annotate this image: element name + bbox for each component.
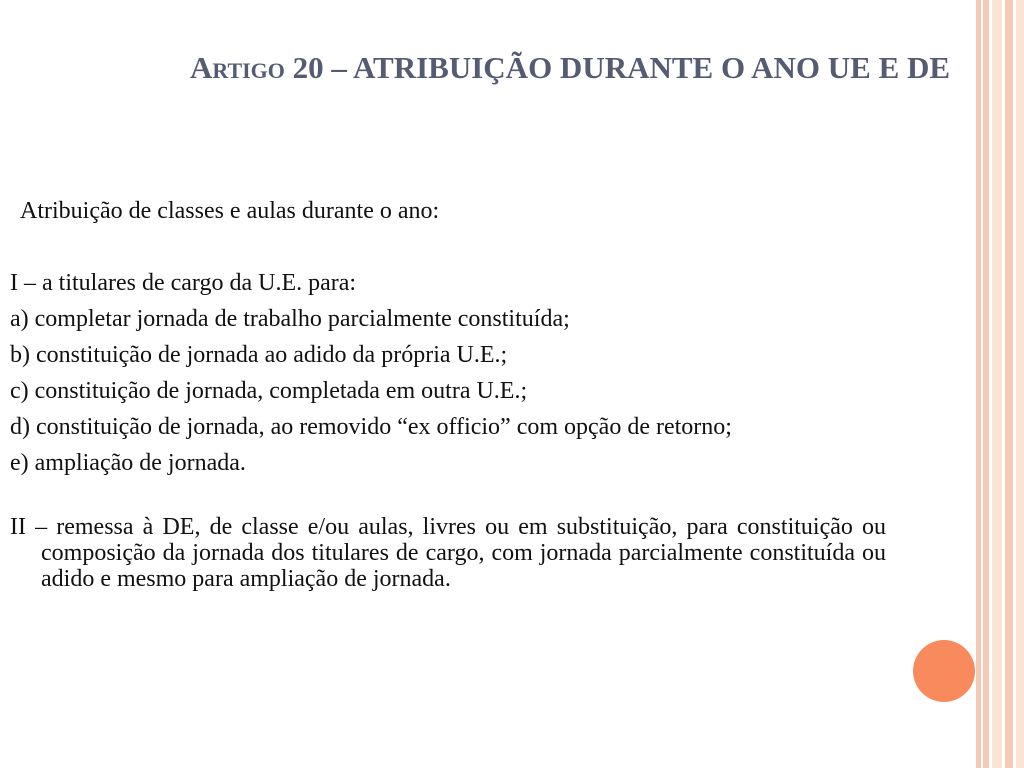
list-item: a) completar jornada de trabalho parcialmente constituída; [10,306,570,332]
slide-body [10,198,886,602]
list-item: d) constituição de jornada, ao removido “ex officio” com opção de retorno; [10,414,732,440]
accent-circle [913,640,975,702]
decorative-stripe [1005,0,1013,768]
list-item: I – a titulares de cargo da U.E. para: [10,270,357,296]
decorative-stripe [976,0,981,768]
list-item: e) ampliação de jornada. [10,450,246,476]
slide-title-prefix: Artigo 20 [189,50,324,85]
list-item: b) constituição de jornada ao adido da própria U.E.; [10,342,508,368]
decorative-stripe [1016,0,1024,768]
list-item: c) constituição de jornada, completada em outra U.E.; [10,378,528,404]
lead-text: Atribuição de classes e aulas durante o ano: [20,198,440,224]
list-item: II – remessa à DE, de classe e/ou aulas, livres ou em substituição, para constituição ou composição da jornada dos titulares de cargo, com jornada parcialmente constituída ou adido e mesmo para ampliação de jornada. [10,514,886,592]
decorative-stripe [983,0,989,768]
slide-title [120,50,1020,86]
slide-title-rest: – ATRIBUIÇÃO DURANTE O ANO UE E DE [323,50,951,85]
decorative-stripe [992,0,1002,768]
